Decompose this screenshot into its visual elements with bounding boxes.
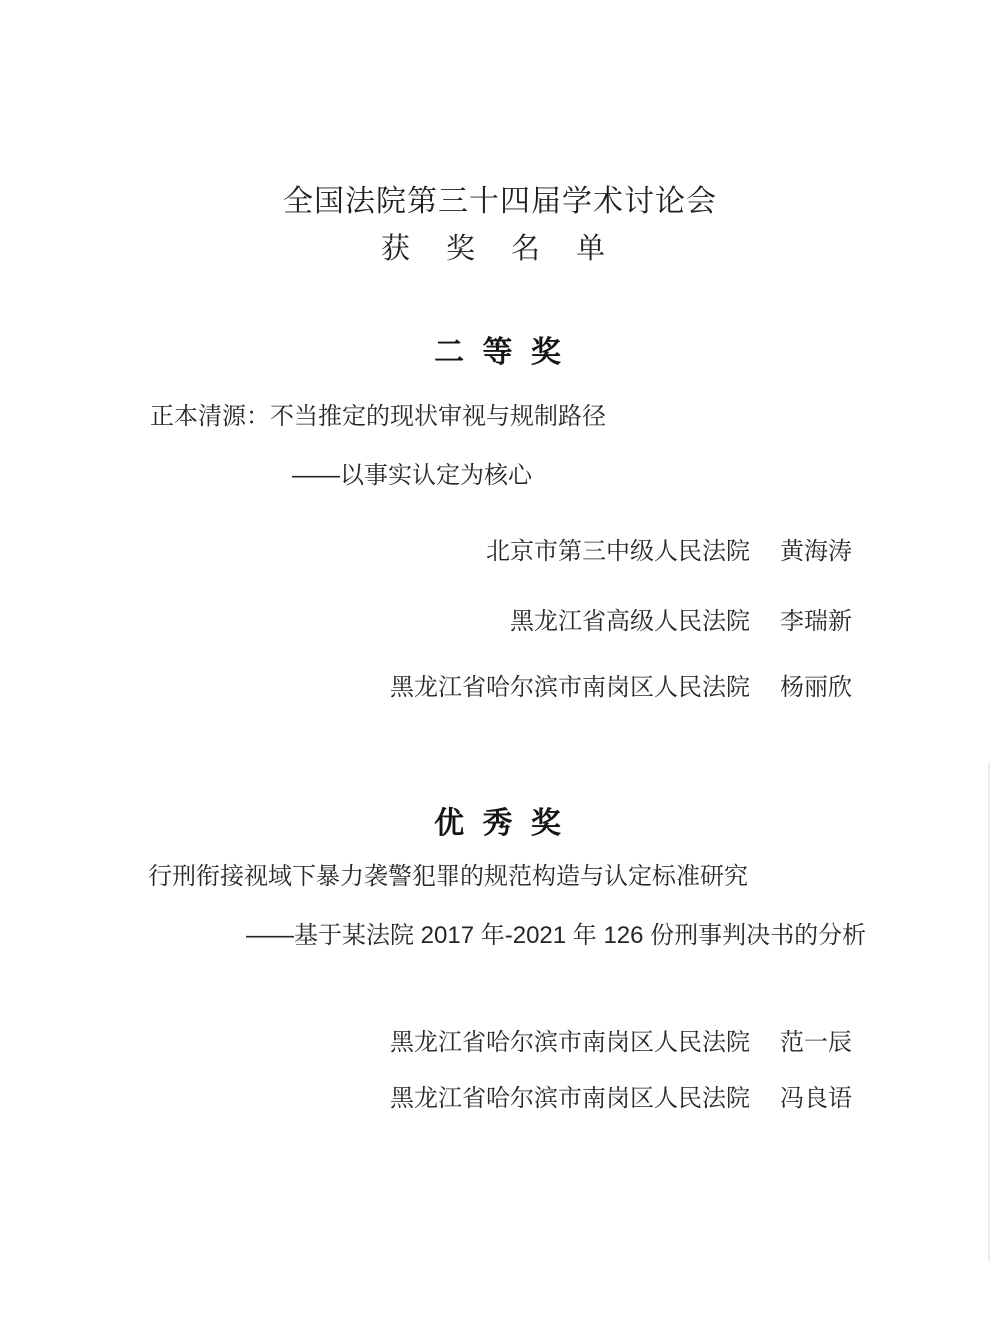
winner-court: 黑龙江省高级人民法院 (510, 608, 750, 635)
winner-court: 黑龙江省哈尔滨市南岗区人民法院 (390, 1029, 750, 1056)
paper-title: 行刑衔接视域下暴力袭警犯罪的规范构造与认定标准研究 (148, 863, 748, 890)
winner-name: 范一辰 (780, 1029, 852, 1056)
document-title: 全国法院第三十四届学术讨论会 (283, 185, 717, 218)
section-heading-second-prize: 二 等 奖 (434, 336, 566, 369)
document-subtitle: 获 奖 名 单 (380, 233, 620, 265)
winner-name: 黄海涛 (780, 538, 852, 565)
paper-subtitle: ——基于某法院 2017 年-2021 年 126 份刑事判决书的分析 (246, 922, 867, 949)
winner-row (390, 1022, 852, 1057)
winner-row (486, 531, 852, 566)
winner-row (390, 1078, 852, 1113)
paper-title: 正本清源：不当推定的现状审视与规制路径 (150, 403, 606, 430)
winner-name: 杨丽欣 (780, 674, 852, 701)
winner-name: 李瑞新 (780, 608, 852, 635)
winner-court: 黑龙江省哈尔滨市南岗区人民法院 (390, 674, 750, 701)
scan-edge-artifact (988, 762, 990, 1262)
section-heading-excellence-award: 优 秀 奖 (434, 807, 566, 840)
winner-name: 冯良语 (780, 1085, 852, 1112)
winner-row (510, 601, 852, 636)
winner-court: 北京市第三中级人民法院 (486, 538, 750, 565)
winner-row (390, 667, 852, 702)
paper-subtitle: ——以事实认定为核心 (292, 462, 532, 489)
winner-court: 黑龙江省哈尔滨市南岗区人民法院 (390, 1085, 750, 1112)
